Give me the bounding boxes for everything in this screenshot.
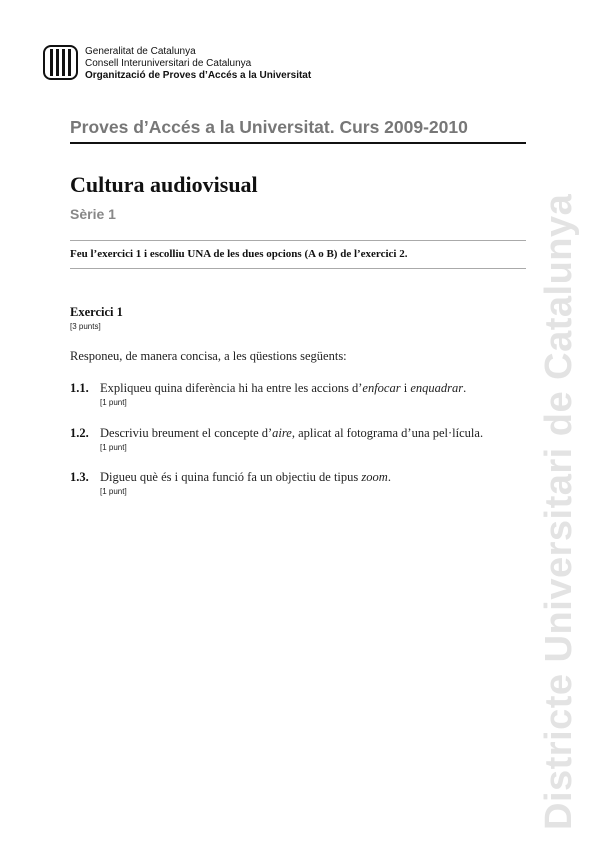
question-text-part: .	[387, 470, 391, 484]
question-text-part: Digueu què és i quina funció fa un objectiu de tipus	[100, 470, 362, 484]
question-text	[100, 470, 391, 485]
question-points: [1 punt]	[100, 443, 127, 452]
question-points: [1 punt]	[100, 487, 127, 496]
question-emphasis: aire	[272, 426, 292, 440]
exam-title: Proves d’Accés a la Universitat. Curs 2009-2010	[70, 117, 468, 137]
question-text	[100, 381, 466, 396]
question-number: 1.2.	[70, 426, 89, 440]
exercise-title: Exercici 1	[70, 305, 123, 319]
title-divider	[70, 142, 526, 144]
question-emphasis: enquadrar	[410, 381, 464, 395]
institution-line-2: Consell Interuniversitari de Catalunya	[85, 58, 252, 69]
watermark-text: Districte Universitari de Catalunya	[538, 193, 580, 830]
institution-line-3: Organització de Proves d’Accés a la Universitat	[85, 70, 312, 81]
catalonia-stripes-icon	[43, 45, 78, 80]
question-points: [1 punt]	[100, 398, 127, 407]
instructions-text: Feu l’exercici 1 i escolliu UNA de les dues opcions (A o B) de l’exercici 2.	[70, 248, 408, 260]
question-emphasis: zoom	[361, 470, 388, 484]
serie-label: Sèrie 1	[70, 206, 116, 222]
question-number: 1.1.	[70, 381, 89, 395]
exercise-points: [3 punts]	[70, 322, 101, 331]
question-text-part: Expliqueu quina diferència hi ha entre les accions d’	[100, 381, 363, 395]
exercise-intro: Responeu, de manera concisa, a les qüestions següents:	[70, 349, 347, 363]
question-number: 1.3.	[70, 470, 89, 484]
instructions-top-divider	[70, 240, 526, 241]
question-text-part: , aplicat al fotograma d’una pel·lícula.	[291, 426, 484, 440]
institution-line-1: Generalitat de Catalunya	[85, 46, 196, 57]
instructions-bottom-divider	[70, 268, 526, 269]
question-text-part: .	[463, 381, 467, 395]
question-text	[100, 426, 483, 441]
question-emphasis: enfocar	[362, 381, 401, 395]
question-text-part: i	[400, 381, 411, 395]
question-text-part: Descriviu breument el concepte d’	[100, 426, 273, 440]
subject-title: Cultura audiovisual	[70, 172, 258, 197]
